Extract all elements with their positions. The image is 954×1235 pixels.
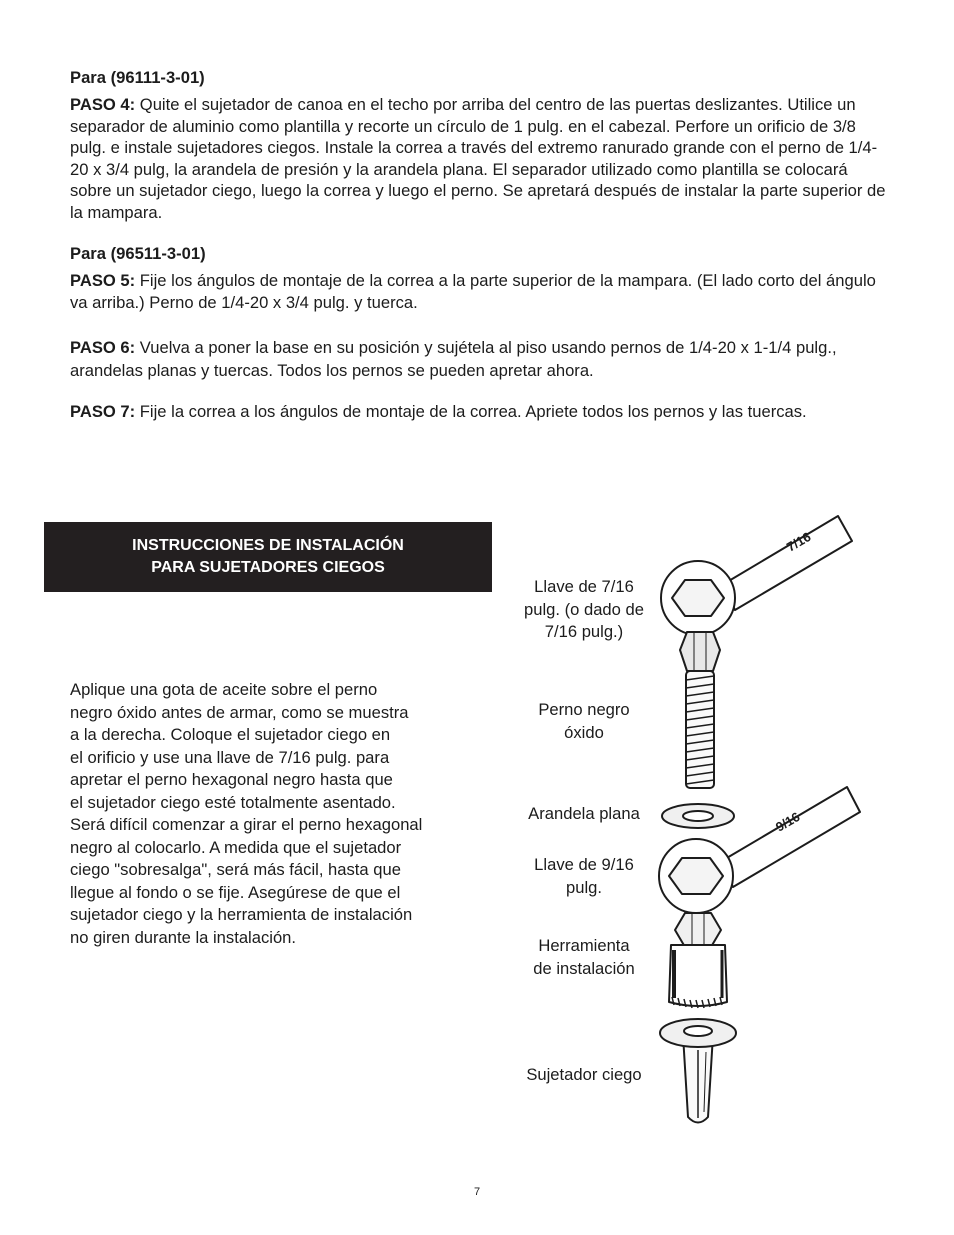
label-line: 7/16 pulg.): [544, 622, 624, 641]
washer-hole: [683, 811, 713, 821]
wrench-7-16-handle: [722, 516, 852, 610]
tool-hex-top: [675, 913, 721, 947]
wrench-7-16-icon: [661, 516, 852, 635]
blind-fastener-icon: [660, 1019, 736, 1123]
banner-line-2: PARA SUJETADORES CIEGOS: [151, 559, 385, 576]
label-line: Sujetador ciego: [526, 1065, 642, 1084]
label-line: Llave de 7/16: [534, 577, 634, 596]
instruction-line: el sujetador ciego esté totalmente asentado.: [70, 792, 396, 812]
label-line: pulg. (o dado de: [524, 599, 644, 619]
page-number: 7: [473, 1186, 481, 1198]
wrench-9-16-handle: [720, 787, 860, 887]
instruction-line: Será difícil comenzar a girar el perno hexagonal: [70, 815, 423, 834]
instruction-line: sujetador ciego y la herramienta de instalación: [70, 905, 413, 924]
paso6-label: PASO 6:: [70, 338, 136, 357]
instruction-line: negro al colocarlo. A medida que el sujetador: [70, 837, 402, 857]
instruction-line: a la derecha. Coloque el sujetador ciego en: [70, 725, 391, 744]
banner-line-1: INSTRUCCIONES DE INSTALACIÓN: [132, 537, 404, 554]
wrench-9-16-mark: 9/16: [773, 808, 803, 835]
fastener-hole: [684, 1026, 712, 1036]
label-line: de instalación: [533, 958, 635, 978]
paso7-label: PASO 7:: [70, 402, 136, 421]
instruction-line: ciego "sobresalga", será más fácil, hasta que: [70, 860, 401, 879]
paso4-label: PASO 4:: [70, 95, 136, 114]
instruction-line: negro óxido antes de armar, como se muestra: [70, 702, 409, 722]
label-line: Herramienta: [538, 936, 630, 955]
section1-title: Para (96111-3-01): [70, 68, 205, 87]
paso7-text: Fije la correa a los ángulos de montaje de la correa. Apriete todos los pernos y las tuercas.: [135, 402, 807, 421]
label-line: óxido: [564, 722, 604, 742]
paso5-label: PASO 5:: [70, 271, 136, 290]
label-line: Arandela plana: [528, 804, 640, 823]
flat-washer-icon: [662, 804, 734, 828]
label-line: Perno negro: [538, 700, 630, 719]
installation-tool-icon: [669, 913, 727, 1008]
wrench-7-16-mark: 7/16: [784, 528, 814, 555]
instruction-line: el orificio y use una llave de 7/16 pulg. para: [70, 747, 390, 767]
bolt-shank: [686, 671, 714, 788]
tool-body: [669, 945, 727, 1006]
bolt-head: [680, 632, 720, 671]
instruction-line: llegue al fondo o se fije. Asegúrese de que el: [70, 882, 401, 902]
section2-title: Para (96511-3-01): [70, 244, 206, 263]
black-oxide-bolt-icon: [680, 632, 720, 788]
label-line: pulg.: [566, 877, 602, 897]
paso4-text: Quite el sujetador de canoa en el techo por arriba del centro de las puertas deslizantes. Utilice un separador de aluminio como plantilla y recorte un círculo de 1 pulg. en el cabezal. Perfore un orificio de 3/8 pulg. e instale sujetadores ciegos. Instale la correa a través del extremo ranurado grande con el perno de 1/4-20 x 3/4 pulg, la arandela de presión y la arandela plana. El separador utilizado como plantilla se colocará sobre un sujetador ciego, luego la correa y luego el perno. Se apretará después de instalar la parte superior de la mampara.: [70, 95, 886, 222]
instruction-line: no giren durante la instalación.: [70, 927, 297, 947]
paso5-text: Fije los ángulos de montaje de la correa a la parte superior de la mampara. (El lado corto del ángulo va arriba.) Perno de 1/4-20 x 3/4 pulg. y tuerca.: [70, 271, 876, 312]
label-line: Llave de 9/16: [534, 855, 634, 874]
paso6-text: Vuelva a poner la base en su posición y sujétela al piso usando pernos de 1/4-20 x 1-1/4 pulg., arandelas planas y tuercas. Todos los pernos se pueden apretar ahora.: [70, 338, 837, 380]
wrench-9-16-hex: [669, 858, 723, 894]
instruction-line: Aplique una gota de aceite sobre el perno: [70, 680, 378, 699]
instruction-line: apretar el perno hexagonal negro hasta que: [70, 770, 393, 789]
